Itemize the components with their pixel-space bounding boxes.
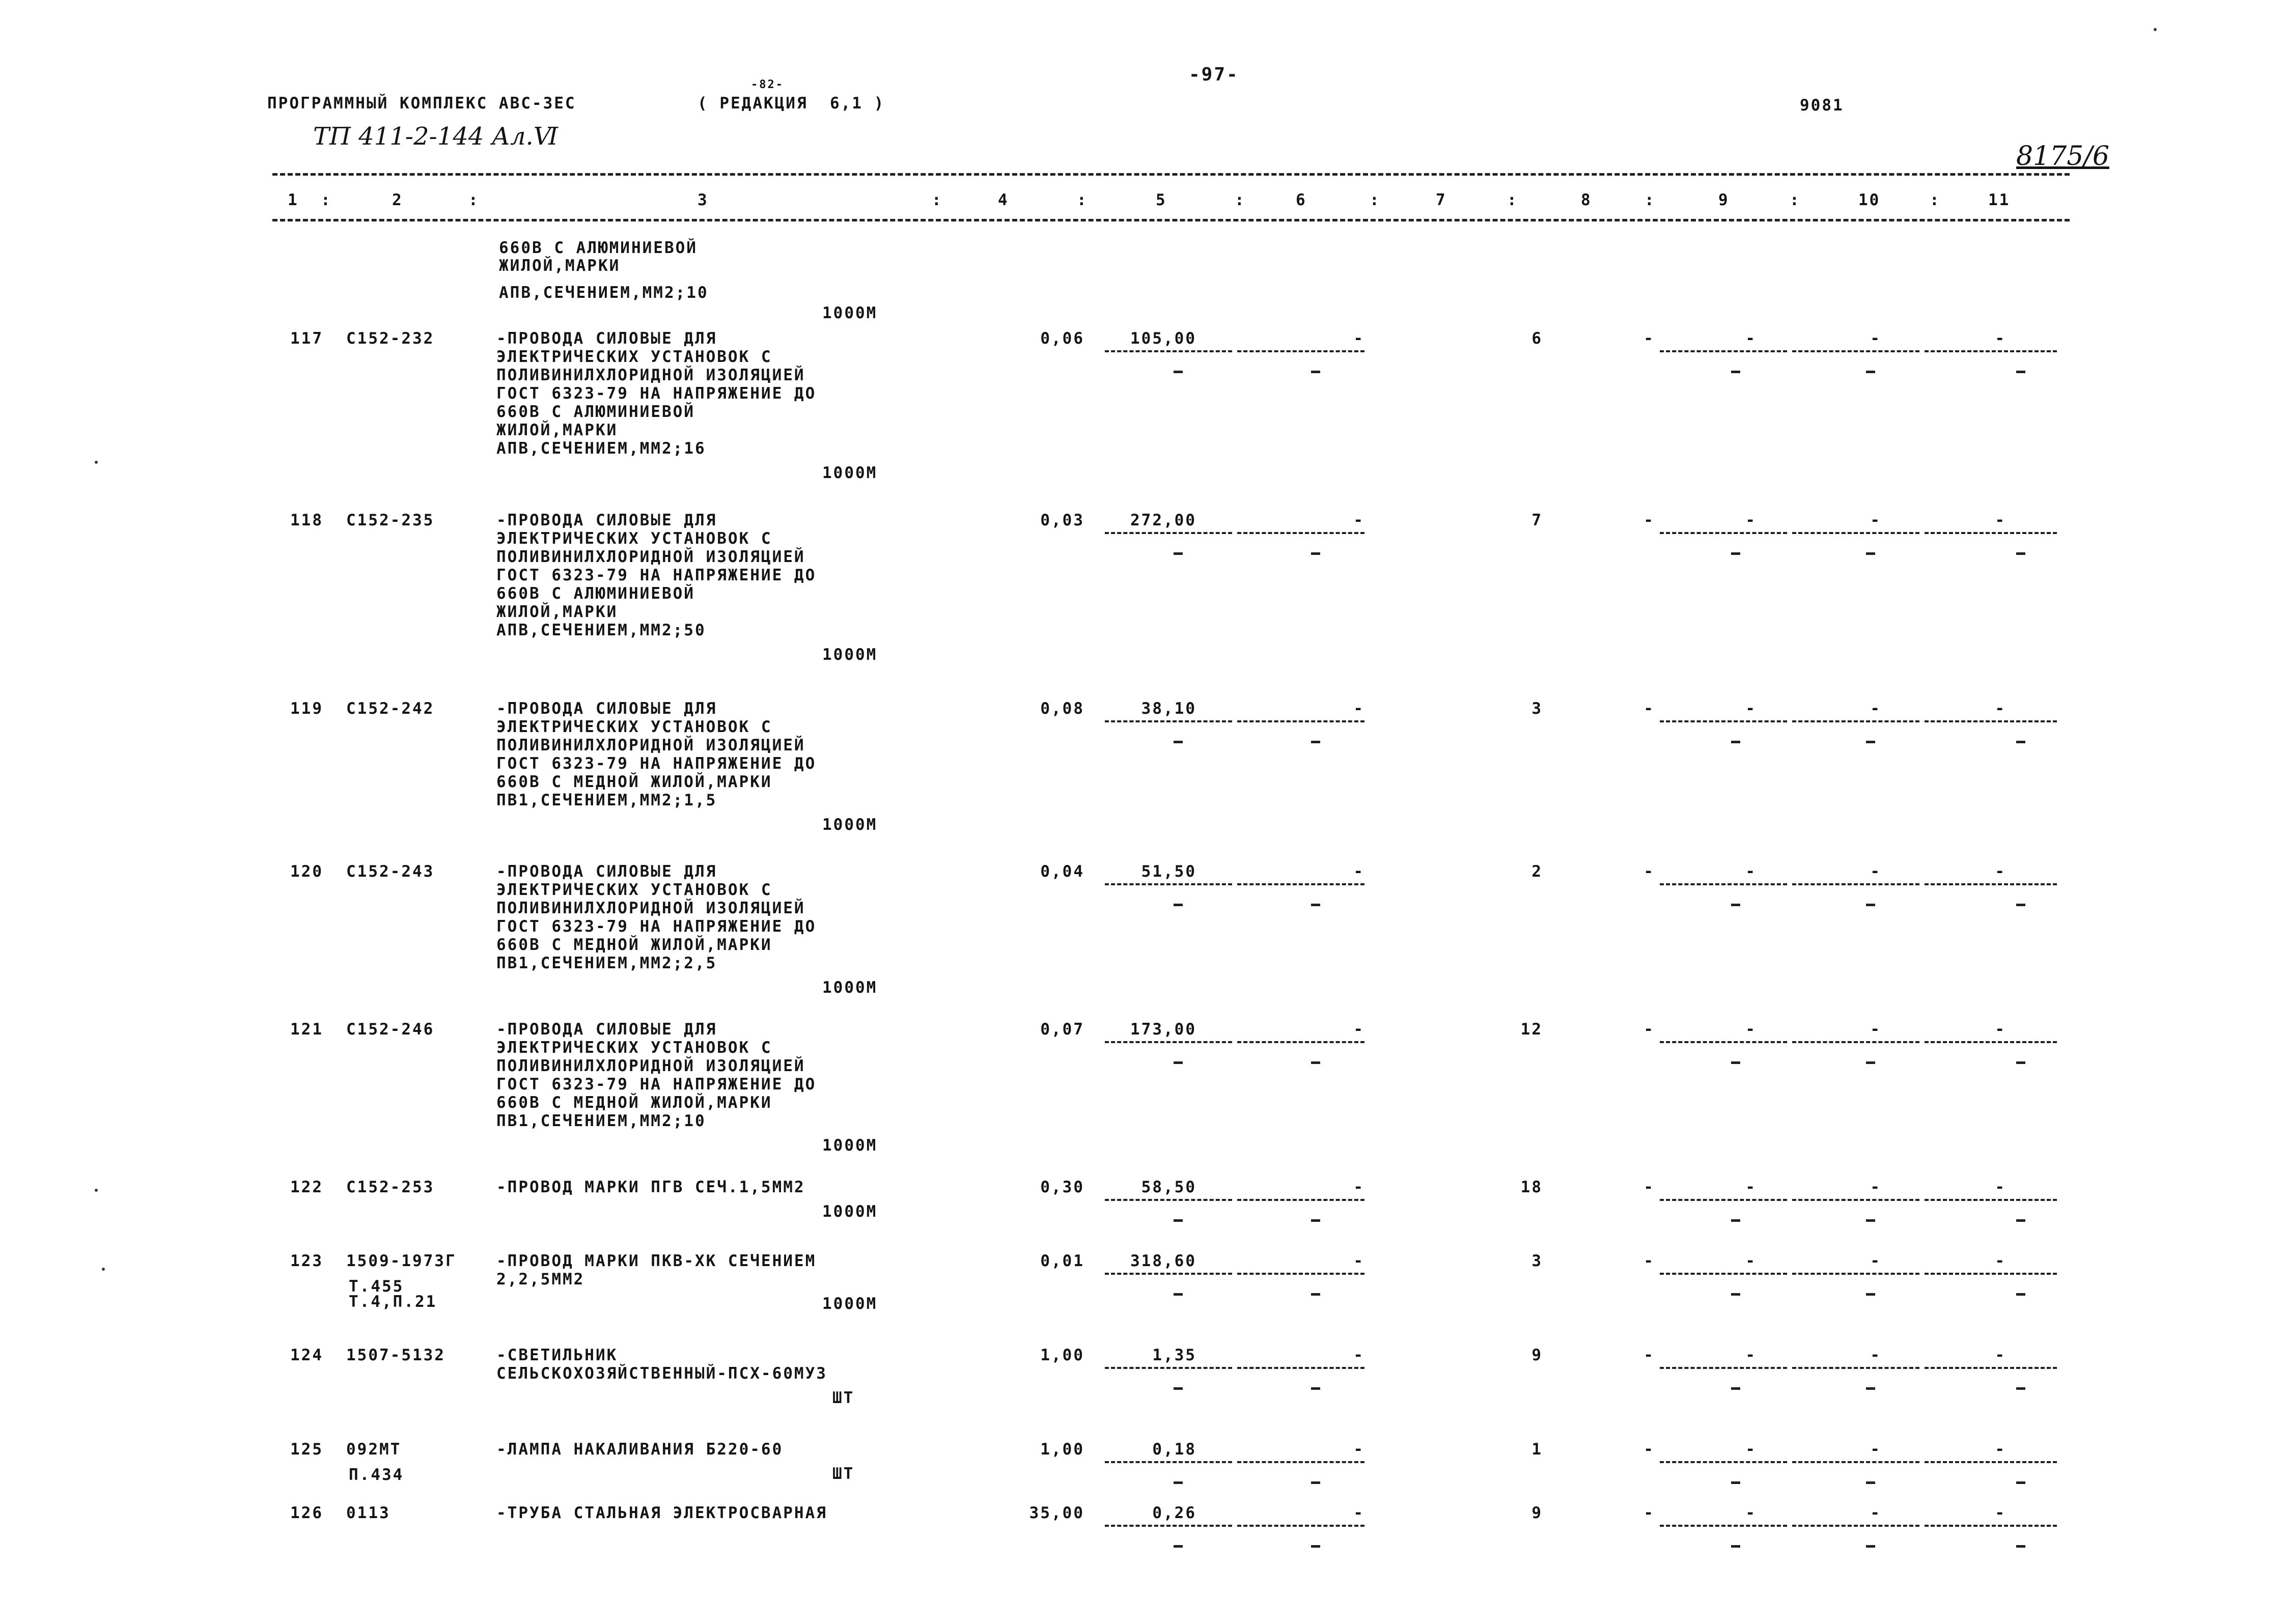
description-line: ЖИЛОЙ,МАРКИ: [496, 603, 618, 621]
item-code: С152-253: [346, 1178, 435, 1196]
unit-label: 1000М: [822, 646, 878, 664]
cell-rule: [1925, 1525, 2057, 1527]
column-header-9: 9: [1718, 191, 1730, 209]
cell-c8: -: [1643, 1252, 1655, 1270]
cell-rule: [1660, 883, 1787, 885]
cell-c11: -: [1995, 1346, 2006, 1364]
column-separator: :: [321, 191, 332, 209]
cell-c8: -: [1643, 1178, 1655, 1196]
cell-c9: -: [1745, 1346, 1757, 1364]
scan-speck: [95, 461, 98, 464]
cell-dash-mark: [1731, 741, 1740, 743]
description-line: ЭЛЕКТРИЧЕСКИХ УСТАНОВОК С: [496, 1039, 772, 1057]
cell-c4: 35,00: [1029, 1504, 1084, 1522]
column-header-3: 3: [698, 191, 709, 209]
cell-c4: 0,30: [1040, 1178, 1084, 1196]
cell-dash-mark: [1311, 1293, 1320, 1296]
row-number: 120: [290, 862, 323, 881]
job-number: 9081: [1800, 96, 1844, 115]
cell-c4: 0,08: [1040, 699, 1084, 718]
cell-dash-mark: [2016, 1387, 2025, 1390]
cell-dash-mark: [1866, 1061, 1875, 1064]
cell-c5: 272,00: [1130, 511, 1196, 529]
item-code-ref: Т.4,П.21: [349, 1293, 437, 1311]
cell-c7: 9: [1531, 1346, 1543, 1364]
cell-dash-mark: [1174, 1293, 1183, 1296]
cell-c11: -: [1995, 862, 2006, 881]
description-line: 660В С АЛЮМИНИЕВОЙ: [496, 584, 695, 603]
description-line: ПОЛИВИНИЛХЛОРИДНОЙ ИЗОЛЯЦИЕЙ: [496, 1057, 805, 1075]
cell-rule: [1105, 1525, 1232, 1527]
cell-rule: [1237, 1041, 1364, 1043]
page-number: -97-: [1189, 64, 1239, 85]
cell-c4: 1,00: [1040, 1346, 1084, 1364]
cell-c6: -: [1353, 1346, 1364, 1364]
cell-dash-mark: [1866, 552, 1875, 555]
cell-dash-mark: [2016, 1293, 2025, 1296]
cell-dash-mark: [2016, 1545, 2025, 1548]
cell-dash-mark: [1311, 1061, 1320, 1064]
cell-rule: [1105, 720, 1232, 722]
cell-rule: [1105, 1461, 1232, 1463]
row-number: 123: [290, 1252, 323, 1270]
column-separator: :: [1645, 191, 1656, 209]
cell-rule: [1792, 1525, 1919, 1527]
unit-label: 1000М: [822, 1136, 878, 1155]
cell-rule: [1925, 1199, 2057, 1201]
cell-c4: 0,03: [1040, 511, 1084, 529]
cell-c8: -: [1643, 1020, 1655, 1039]
cell-dash-mark: [1311, 552, 1320, 555]
cell-rule: [1105, 1041, 1232, 1043]
cell-c7: 9: [1531, 1504, 1543, 1522]
description-line: ПОЛИВИНИЛХЛОРИДНОЙ ИЗОЛЯЦИЕЙ: [496, 899, 805, 917]
cell-c6: -: [1353, 1504, 1364, 1522]
cell-c11: -: [1995, 1020, 2006, 1039]
cell-rule: [1792, 532, 1919, 534]
cell-dash-mark: [1311, 1219, 1320, 1222]
column-separator: :: [1235, 191, 1246, 209]
cell-rule: [1792, 1461, 1919, 1463]
cell-dash-mark: [1174, 1545, 1183, 1548]
header-rule-top: [272, 173, 2070, 176]
cell-dash-mark: [1731, 1481, 1740, 1484]
row-number: 124: [290, 1346, 323, 1364]
cell-rule: [1792, 1041, 1919, 1043]
cell-dash-mark: [1731, 1061, 1740, 1064]
scan-speck: [102, 1268, 105, 1271]
cell-dash-mark: [1866, 1293, 1875, 1296]
description-line: 660В С МЕДНОЙ ЖИЛОЙ,МАРКИ: [496, 936, 772, 954]
unit-label: 1000М: [822, 978, 878, 997]
cell-rule: [1237, 1525, 1364, 1527]
cell-rule: [1237, 1273, 1364, 1275]
cell-rule: [1660, 1525, 1787, 1527]
description-line: ПВ1,СЕЧЕНИЕМ,ММ2;1,5: [496, 791, 717, 809]
item-code: 092МТ: [346, 1440, 402, 1459]
item-code-ref: Т.455: [349, 1277, 404, 1296]
unit-label: 1000М: [822, 1202, 878, 1221]
cell-rule: [1105, 883, 1232, 885]
item-code: С152-235: [346, 511, 435, 529]
cell-rule: [1792, 720, 1919, 722]
program-title: ПРОГРАММНЫЙ КОМПЛЕКС АВС-ЗЕС: [267, 94, 576, 113]
cell-dash-mark: [2016, 1061, 2025, 1064]
cell-rule: [1925, 1273, 2057, 1275]
item-code-ref: П.434: [349, 1466, 404, 1484]
description-line: 660В С МЕДНОЙ ЖИЛОЙ,МАРКИ: [496, 773, 772, 791]
cell-c10: -: [1870, 1346, 1881, 1364]
description-line: ПВ1,СЕЧЕНИЕМ,ММ2;2,5: [496, 954, 717, 972]
cell-c7: 3: [1531, 1252, 1543, 1270]
cell-rule: [1925, 1367, 2057, 1369]
description-line: ЖИЛОЙ,МАРКИ: [496, 421, 618, 439]
cell-dash-mark: [1731, 371, 1740, 373]
description-line: ЭЛЕКТРИЧЕСКИХ УСТАНОВОК С: [496, 718, 772, 736]
cell-rule: [1792, 1367, 1919, 1369]
cell-c10: -: [1870, 862, 1881, 881]
cell-c10: -: [1870, 1178, 1881, 1196]
cell-c7: 7: [1531, 511, 1543, 529]
column-header-1: 1: [288, 191, 299, 209]
cell-rule: [1237, 532, 1364, 534]
column-separator: :: [468, 191, 480, 209]
cell-c11: -: [1995, 1504, 2006, 1522]
description-line: 660В С АЛЮМИНИЕВОЙ: [499, 239, 698, 257]
column-separator: :: [932, 191, 943, 209]
edition-label: ( РЕДАКЦИЯ 6,1 ): [698, 94, 885, 113]
column-separator: :: [1370, 191, 1381, 209]
column-header-4: 4: [998, 191, 1009, 209]
cell-c10: -: [1870, 1252, 1881, 1270]
cell-dash-mark: [1866, 1387, 1875, 1390]
cell-c10: -: [1870, 699, 1881, 718]
cell-rule: [1925, 532, 2057, 534]
cell-rule: [1792, 1273, 1919, 1275]
description-line: ЭЛЕКТРИЧЕСКИХ УСТАНОВОК С: [496, 881, 772, 899]
cell-dash-mark: [2016, 904, 2025, 906]
cell-c7: 12: [1520, 1020, 1543, 1039]
cell-rule: [1660, 532, 1787, 534]
description-line: АПВ,СЕЧЕНИЕМ,ММ2;10: [499, 284, 709, 302]
description-line: ПОЛИВИНИЛХЛОРИДНОЙ ИЗОЛЯЦИЕЙ: [496, 548, 805, 566]
row-number: 125: [290, 1440, 323, 1459]
cell-c11: -: [1995, 329, 2006, 348]
cell-c7: 6: [1531, 329, 1543, 348]
cell-rule: [1105, 1367, 1232, 1369]
cell-dash-mark: [1174, 1061, 1183, 1064]
cell-rule: [1925, 883, 2057, 885]
column-separator: :: [1077, 191, 1088, 209]
cell-dash-mark: [1731, 552, 1740, 555]
cell-rule: [1237, 883, 1364, 885]
cell-rule: [1925, 1461, 2057, 1463]
cell-c9: -: [1745, 1440, 1757, 1459]
item-code: С152-243: [346, 862, 435, 881]
cell-dash-mark: [1866, 904, 1875, 906]
cell-dash-mark: [2016, 552, 2025, 555]
cell-c6: -: [1353, 511, 1364, 529]
description-line: -ПРОВОДА СИЛОВЫЕ ДЛЯ: [496, 1020, 717, 1039]
unit-label: ШТ: [832, 1465, 855, 1483]
item-code: С152-232: [346, 329, 435, 348]
cell-rule: [1237, 1367, 1364, 1369]
cell-c9: -: [1745, 699, 1757, 718]
cell-c4: 1,00: [1040, 1440, 1084, 1459]
cell-rule: [1792, 350, 1919, 352]
description-line: ЭЛЕКТРИЧЕСКИХ УСТАНОВОК С: [496, 348, 772, 366]
column-header-10: 10: [1858, 191, 1881, 209]
scan-speck: [95, 1189, 98, 1192]
cell-dash-mark: [1866, 741, 1875, 743]
cell-c10: -: [1870, 1020, 1881, 1039]
cell-rule: [1660, 1461, 1787, 1463]
row-number: 117: [290, 329, 323, 348]
cell-c6: -: [1353, 1020, 1364, 1039]
cell-c6: -: [1353, 862, 1364, 881]
cell-c11: -: [1995, 1178, 2006, 1196]
description-line: АПВ,СЕЧЕНИЕМ,ММ2;16: [496, 439, 706, 458]
cell-dash-mark: [1174, 1219, 1183, 1222]
cell-c8: -: [1643, 329, 1655, 348]
cell-c7: 18: [1520, 1178, 1543, 1196]
description-line: ЭЛЕКТРИЧЕСКИХ УСТАНОВОК С: [496, 529, 772, 548]
description-line: АПВ,СЕЧЕНИЕМ,ММ2;50: [496, 621, 706, 639]
header-rule-bottom: [272, 219, 2070, 221]
row-number: 122: [290, 1178, 323, 1196]
cell-rule: [1237, 1199, 1364, 1201]
cell-c9: -: [1745, 1020, 1757, 1039]
cell-c6: -: [1353, 1178, 1364, 1196]
cell-c4: 0,07: [1040, 1020, 1084, 1039]
cell-rule: [1105, 532, 1232, 534]
cell-c11: -: [1995, 1252, 2006, 1270]
cell-rule: [1925, 720, 2057, 722]
cell-c10: -: [1870, 329, 1881, 348]
description-line: -ПРОВОДА СИЛОВЫЕ ДЛЯ: [496, 329, 717, 348]
description-line: -СВЕТИЛЬНИК: [496, 1346, 618, 1364]
cell-dash-mark: [1731, 1387, 1740, 1390]
cell-rule: [1660, 1199, 1787, 1201]
column-header-2: 2: [392, 191, 403, 209]
cell-rule: [1105, 350, 1232, 352]
row-number: 121: [290, 1020, 323, 1039]
cell-c11: -: [1995, 511, 2006, 529]
cell-dash-mark: [1311, 904, 1320, 906]
cell-dash-mark: [1311, 1545, 1320, 1548]
cell-c8: -: [1643, 862, 1655, 881]
cell-c5: 318,60: [1130, 1252, 1196, 1270]
cell-c8: -: [1643, 699, 1655, 718]
description-line: 660В С АЛЮМИНИЕВОЙ: [496, 403, 695, 421]
description-line: ГОСТ 6323-79 НА НАПРЯЖЕНИЕ ДО: [496, 384, 817, 403]
unit-label: 1000М: [822, 304, 878, 322]
cell-c4: 0,01: [1040, 1252, 1084, 1270]
cell-c6: -: [1353, 1440, 1364, 1459]
cell-c5: 38,10: [1141, 699, 1196, 718]
cell-dash-mark: [2016, 371, 2025, 373]
unit-label: 1000М: [822, 1295, 878, 1313]
row-number: 119: [290, 699, 323, 718]
cell-c5: 1,35: [1152, 1346, 1196, 1364]
cell-dash-mark: [1866, 371, 1875, 373]
row-number: 126: [290, 1504, 323, 1522]
item-code: 1507-5132: [346, 1346, 445, 1364]
description-line: ПОЛИВИНИЛХЛОРИДНОЙ ИЗОЛЯЦИЕЙ: [496, 366, 805, 384]
cell-c4: 0,06: [1040, 329, 1084, 348]
cell-rule: [1660, 1041, 1787, 1043]
cell-c9: -: [1745, 1504, 1757, 1522]
description-line: -ЛАМПА НАКАЛИВАНИЯ Б220-60: [496, 1440, 784, 1459]
cell-c8: -: [1643, 511, 1655, 529]
cell-dash-mark: [1174, 1387, 1183, 1390]
cell-dash-mark: [1866, 1219, 1875, 1222]
cell-c10: -: [1870, 1504, 1881, 1522]
item-code: 1509-1973Г: [346, 1252, 457, 1270]
cell-dash-mark: [1174, 371, 1183, 373]
description-line: -ПРОВОДА СИЛОВЫЕ ДЛЯ: [496, 862, 717, 881]
cell-dash-mark: [1731, 1545, 1740, 1548]
cell-c7: 2: [1531, 862, 1543, 881]
scan-speck: [2154, 28, 2157, 31]
cell-dash-mark: [1311, 1387, 1320, 1390]
cell-c6: -: [1353, 1252, 1364, 1270]
column-header-11: 11: [1988, 191, 2011, 209]
cell-rule: [1105, 1199, 1232, 1201]
cell-dash-mark: [1311, 371, 1320, 373]
cell-c8: -: [1643, 1346, 1655, 1364]
cell-rule: [1660, 350, 1787, 352]
cell-c6: -: [1353, 329, 1364, 348]
cell-dash-mark: [1174, 552, 1183, 555]
column-header-8: 8: [1581, 191, 1592, 209]
cell-rule: [1237, 350, 1364, 352]
description-line: ПВ1,СЕЧЕНИЕМ,ММ2;10: [496, 1112, 706, 1130]
column-header-7: 7: [1436, 191, 1447, 209]
cell-rule: [1925, 1041, 2057, 1043]
cell-dash-mark: [2016, 1481, 2025, 1484]
cell-c9: -: [1745, 329, 1757, 348]
cell-dash-mark: [2016, 741, 2025, 743]
cell-dash-mark: [1731, 1219, 1740, 1222]
cell-c5: 173,00: [1130, 1020, 1196, 1039]
sheet-code: 8175/6: [2016, 141, 2109, 172]
project-code: ТП 411-2-144 Ал.Ⅵ: [313, 122, 559, 151]
cell-rule: [1237, 1461, 1364, 1463]
cell-rule: [1660, 720, 1787, 722]
cell-rule: [1105, 1273, 1232, 1275]
description-line: ГОСТ 6323-79 НА НАПРЯЖЕНИЕ ДО: [496, 917, 817, 936]
description-line: ЖИЛОЙ,МАРКИ: [499, 257, 621, 275]
description-line: -ПРОВОД МАРКИ ПГВ СЕЧ.1,5ММ2: [496, 1178, 805, 1196]
column-separator: :: [1507, 191, 1518, 209]
description-line: ГОСТ 6323-79 НА НАПРЯЖЕНИЕ ДО: [496, 754, 817, 773]
item-code: С152-246: [346, 1020, 435, 1039]
cell-c6: -: [1353, 699, 1364, 718]
unit-label: 1000М: [822, 816, 878, 834]
cell-dash-mark: [1311, 741, 1320, 743]
cell-c8: -: [1643, 1440, 1655, 1459]
cell-c5: 0,26: [1152, 1504, 1196, 1522]
cell-rule: [1237, 720, 1364, 722]
description-line: -ПРОВОД МАРКИ ПКВ-ХК СЕЧЕНИЕМ: [496, 1252, 817, 1270]
cell-dash-mark: [1866, 1481, 1875, 1484]
cell-c5: 105,00: [1130, 329, 1196, 348]
cell-c9: -: [1745, 1178, 1757, 1196]
column-header-5: 5: [1156, 191, 1167, 209]
cell-rule: [1660, 1367, 1787, 1369]
cell-c5: 58,50: [1141, 1178, 1196, 1196]
unit-label: ШТ: [832, 1389, 855, 1407]
cell-c9: -: [1745, 511, 1757, 529]
cell-rule: [1925, 350, 2057, 352]
description-line: -ТРУБА СТАЛЬНАЯ ЭЛЕКТРОСВАРНАЯ: [496, 1504, 827, 1522]
cell-c10: -: [1870, 1440, 1881, 1459]
item-code: С152-242: [346, 699, 435, 718]
description-line: ГОСТ 6323-79 НА НАПРЯЖЕНИЕ ДО: [496, 1075, 817, 1094]
cell-c7: 3: [1531, 699, 1543, 718]
description-line: 2,2,5ММ2: [496, 1270, 585, 1289]
description-line: 660В С МЕДНОЙ ЖИЛОЙ,МАРКИ: [496, 1094, 772, 1112]
cell-dash-mark: [1866, 1545, 1875, 1548]
cell-rule: [1792, 883, 1919, 885]
column-separator: :: [1930, 191, 1941, 209]
description-line: -ПРОВОДА СИЛОВЫЕ ДЛЯ: [496, 511, 717, 529]
cell-c5: 51,50: [1141, 862, 1196, 881]
cell-c7: 1: [1531, 1440, 1543, 1459]
cell-dash-mark: [1731, 904, 1740, 906]
page-small-number: -82-: [751, 78, 784, 91]
cell-c11: -: [1995, 1440, 2006, 1459]
cell-c4: 0,04: [1040, 862, 1084, 881]
cell-dash-mark: [1731, 1293, 1740, 1296]
description-line: ГОСТ 6323-79 НА НАПРЯЖЕНИЕ ДО: [496, 566, 817, 584]
cell-rule: [1660, 1273, 1787, 1275]
cell-dash-mark: [1311, 1481, 1320, 1484]
row-number: 118: [290, 511, 323, 529]
cell-c9: -: [1745, 1252, 1757, 1270]
cell-c10: -: [1870, 511, 1881, 529]
cell-dash-mark: [1174, 1481, 1183, 1484]
unit-label: 1000М: [822, 464, 878, 482]
cell-dash-mark: [1174, 741, 1183, 743]
description-line: СЕЛЬСКОХОЗЯЙСТВЕННЫЙ-ПСХ-60МУ3: [496, 1364, 827, 1383]
item-code: 0113: [346, 1504, 391, 1522]
description-line: ПОЛИВИНИЛХЛОРИДНОЙ ИЗОЛЯЦИЕЙ: [496, 736, 805, 754]
column-header-6: 6: [1296, 191, 1307, 209]
cell-c8: -: [1643, 1504, 1655, 1522]
cell-c11: -: [1995, 699, 2006, 718]
column-separator: :: [1790, 191, 1801, 209]
description-line: -ПРОВОДА СИЛОВЫЕ ДЛЯ: [496, 699, 717, 718]
cell-dash-mark: [2016, 1219, 2025, 1222]
cell-c9: -: [1745, 862, 1757, 881]
cell-c5: 0,18: [1152, 1440, 1196, 1459]
cell-dash-mark: [1174, 904, 1183, 906]
cell-rule: [1792, 1199, 1919, 1201]
